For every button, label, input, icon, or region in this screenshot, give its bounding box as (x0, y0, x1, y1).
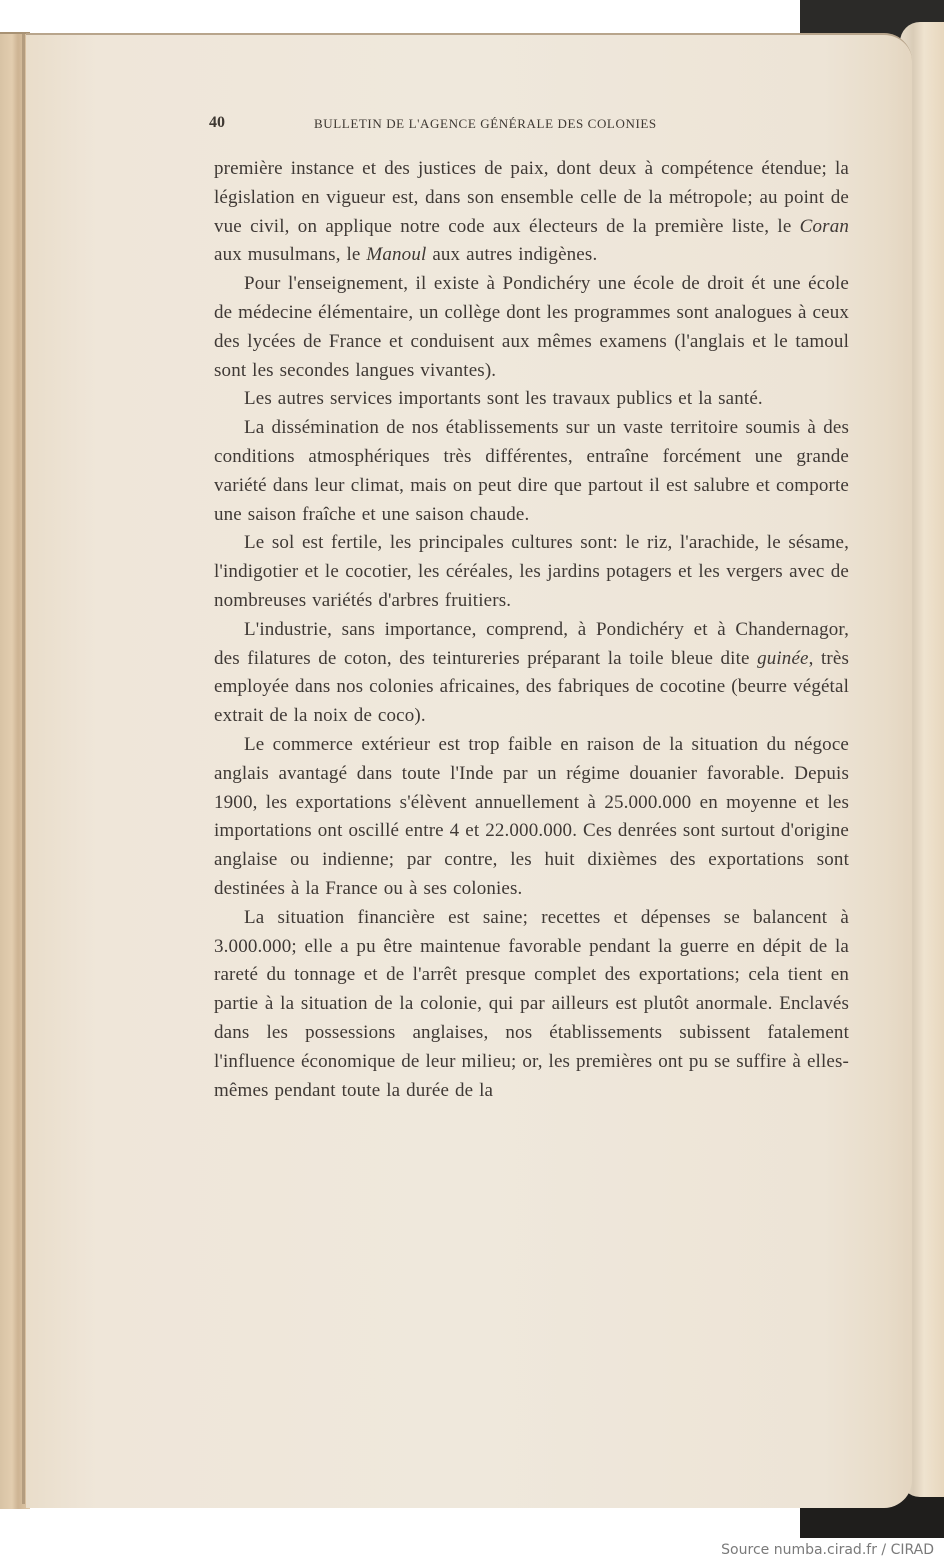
running-title: BULLETIN DE L'AGENCE GÉNÉRALE DES COLONIES (314, 116, 657, 131)
paragraph-text: , très employée dans nos colonies africaines, des fabriques de cocotine (beurre végétal extrait de la noix de coco). (214, 647, 849, 727)
paragraph-climate: La dissémination de nos établissements sur un vaste territoire soumis à des conditions atmosphériques très différentes, entraîne forcément une grande variété dans leur climat, mais on peut dire que partout il est salubre et comporte une saison fraîche et une saison chaude. (214, 417, 849, 525)
paragraph-text: première instance et des justices de paix, dont deux à compétence étendue; la législation en vigueur est, dans son ensemble celle de la métropole; au point de vue civil, on applique notre code aux électeurs de la première liste, le (214, 158, 849, 237)
running-head (209, 114, 859, 134)
italic-term-manoul: Manoul (366, 244, 427, 266)
paragraph-services: Les autres services importants sont les travaux publics et la santé. (244, 388, 763, 410)
paragraph-text: aux autres indigènes. (426, 244, 598, 266)
source-credit: Source numba.cirad.fr / CIRAD (721, 1542, 934, 1558)
paragraph-industry (214, 616, 849, 731)
paragraph-commerce: Le commerce extérieur est trop faible en raison de la situation du négoce anglais avantagé dans toute l'Inde par un régime douanier favorable. Depuis 1900, les exportations s'élèvent annuellement à 25.000.000 en moyenne et les importations ont oscillé entre 4 et 22.000.000. Ces denrées sont surtout d'origine anglaise ou indienne; par contre, les huit dixièmes des exportations sont destinées à la France ou à ses colonies. (214, 733, 849, 899)
paragraph-agriculture: Le sol est fertile, les principales cultures sont: le riz, l'arachide, le sésame, l'indigotier et le cocotier, les céréales, les jardins potagers et les vergers avec de nombreuses variétés d'arbres fruitiers. (214, 532, 849, 611)
paragraph-continuation (214, 155, 849, 270)
paragraph-text: aux musulmans, le (214, 244, 367, 266)
body-text (214, 155, 849, 1105)
paragraph-text: L'industrie, sans importance, comprend, à Pondichéry et à Chandernagor, des filatures de coton, des teintureries préparant la toile bleue dite (214, 618, 849, 669)
italic-term-coran: Coran (799, 215, 849, 237)
italic-term-guinee: guinée (757, 647, 809, 669)
paragraph-finances: La situation financière est saine; recettes et dépenses se balancent à 3.000.000; elle a pu être maintenue favorable pendant la guerre en dépit de la rareté du tonnage et de l'arrêt presque complet des exportations; cela tient en partie à la situation de la colonie, qui par ailleurs est plutôt anormale. Enclavés dans les possessions anglaises, nos établissements subissent fatalement l'influence économique de leur milieu; or, les premières ont pu se suffire à elles-mêmes pendant toute la durée de la (214, 906, 849, 1101)
paragraph-education: Pour l'enseignement, il existe à Pondichéry une école de droit ét une école de médecine élémentaire, un collège dont les programmes sont analogues à ceux des lycées de France et conduisent aux mêmes examens (l'anglais et le tamoul sont les secondes langues vivantes). (214, 273, 849, 381)
page-number: 40 (209, 114, 225, 131)
page-edge-line (22, 34, 25, 1504)
